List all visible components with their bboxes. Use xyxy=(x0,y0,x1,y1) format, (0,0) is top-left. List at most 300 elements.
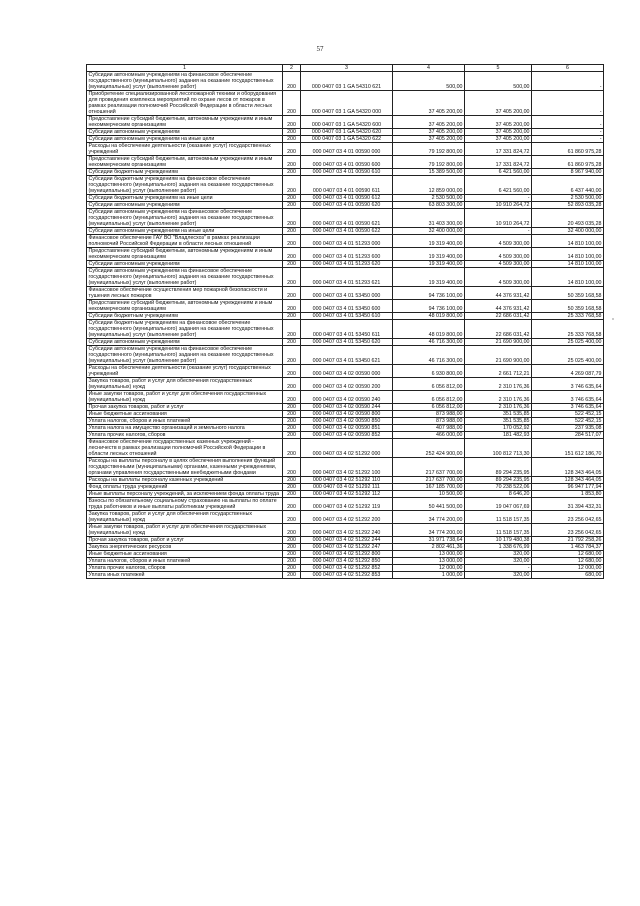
row-classification-cell: 000 0407 03 4 01 51293 000 xyxy=(301,235,393,248)
row-code-cell: 200 xyxy=(283,404,301,411)
table-row xyxy=(87,458,604,477)
row-executed-amount-cell: 170 052,92 xyxy=(465,425,532,432)
row-classification-cell: 000 0407 03 4 01 00590 611 xyxy=(301,176,393,195)
row-executed-amount-cell: 10 910 264,72 xyxy=(465,202,532,209)
row-name-cell: Субсидии автономным учреждениям на иные цели xyxy=(87,136,283,143)
row-classification-cell: 000 0407 03 4 02 51292 852 xyxy=(301,565,393,572)
table-row xyxy=(87,72,604,91)
table-row xyxy=(87,365,604,378)
column-header: 3 xyxy=(301,65,393,72)
row-name-cell: Уплата налогов, сборов и иных платежей xyxy=(87,558,283,565)
row-unexecuted-amount-cell: 25 025 400,00 xyxy=(532,339,604,346)
row-code-cell: 200 xyxy=(283,425,301,432)
table-row xyxy=(87,202,604,209)
row-executed-amount-cell: 4 509 300,00 xyxy=(465,235,532,248)
row-executed-amount-cell: 44 376 931,42 xyxy=(465,287,532,300)
row-classification-cell: 000 0407 03 4 01 00590 622 xyxy=(301,228,393,235)
table-row xyxy=(87,491,604,498)
row-unexecuted-amount-cell: 3 746 635,64 xyxy=(532,404,604,411)
row-unexecuted-amount-cell: 8 967 940,00 xyxy=(532,169,604,176)
row-classification-cell: 000 0407 03 1 GA 54320 620 xyxy=(301,129,393,136)
row-executed-amount-cell: 10 910 264,72 xyxy=(465,209,532,228)
row-approved-amount-cell: 37 405 200,00 xyxy=(393,116,465,129)
row-name-cell: Финансовое обеспечение осуществления мер пожарной безопасности и тушения лесных пожаров xyxy=(87,287,283,300)
table-row xyxy=(87,572,604,579)
row-code-cell: 200 xyxy=(283,346,301,365)
row-approved-amount-cell: 15 389 500,00 xyxy=(393,169,465,176)
row-code-cell: 200 xyxy=(283,228,301,235)
row-approved-amount-cell: 19 319 400,00 xyxy=(393,235,465,248)
row-classification-cell: 000 0407 03 4 02 51292 850 xyxy=(301,558,393,565)
row-classification-cell: 000 0407 03 4 02 51292 100 xyxy=(301,458,393,477)
row-name-cell: Субсидии автономным учреждениям на финансовое обеспечение государственного (муниципального) задания на оказание государственных (муниципальных) услуг (выполнение работ) xyxy=(87,268,283,287)
row-classification-cell: 000 0407 03 4 01 53450 611 xyxy=(301,320,393,339)
row-name-cell: Субсидии автономным учреждениям xyxy=(87,339,283,346)
table-row xyxy=(87,313,604,320)
row-code-cell: 200 xyxy=(283,418,301,425)
row-classification-cell: 000 0407 03 4 02 00590 850 xyxy=(301,418,393,425)
row-name-cell: Иные бюджетные ассигнования xyxy=(87,411,283,418)
row-unexecuted-amount-cell: 1 853,80 xyxy=(532,491,604,498)
row-unexecuted-amount-cell: 128 343 464,05 xyxy=(532,477,604,484)
row-classification-cell: 000 0407 03 4 01 51293 600 xyxy=(301,248,393,261)
column-header: 4 xyxy=(393,65,465,72)
row-classification-cell: 000 0407 03 4 02 51292 111 xyxy=(301,484,393,491)
row-approved-amount-cell: 34 774 200,00 xyxy=(393,524,465,537)
row-name-cell: Субсидии бюджетным учреждениям xyxy=(87,169,283,176)
row-classification-cell: 000 0407 03 4 02 00590 000 xyxy=(301,365,393,378)
row-classification-cell: 000 0407 03 4 02 00590 240 xyxy=(301,391,393,404)
row-executed-amount-cell: 1 338 676,99 xyxy=(465,544,532,551)
row-classification-cell: 000 0407 03 4 01 00590 000 xyxy=(301,143,393,156)
row-approved-amount-cell: 2 530 500,00 xyxy=(393,195,465,202)
row-approved-amount-cell: 252 424 900,00 xyxy=(393,439,465,458)
row-executed-amount-cell: 351 535,85 xyxy=(465,418,532,425)
row-classification-cell: 000 0407 03 4 02 51292 853 xyxy=(301,572,393,579)
table-row xyxy=(87,248,604,261)
column-header: 2 xyxy=(283,65,301,72)
row-approved-amount-cell: 13 000,00 xyxy=(393,551,465,558)
row-executed-amount-cell: 320,00 xyxy=(465,572,532,579)
table-row xyxy=(87,558,604,565)
row-executed-amount-cell: 8 646,20 xyxy=(465,491,532,498)
column-header: 1 xyxy=(87,65,283,72)
row-approved-amount-cell: 12 859 000,00 xyxy=(393,176,465,195)
row-classification-cell: 000 0407 03 4 01 51293 621 xyxy=(301,268,393,287)
row-unexecuted-amount-cell: - xyxy=(532,129,604,136)
row-code-cell: 200 xyxy=(283,558,301,565)
row-code-cell: 200 xyxy=(283,320,301,339)
row-code-cell: 200 xyxy=(283,91,301,116)
row-approved-amount-cell: 63 803 300,00 xyxy=(393,202,465,209)
row-code-cell: 200 xyxy=(283,248,301,261)
row-name-cell: Субсидии автономным учреждениям на финансовое обеспечение государственного (муниципального) задания на оказание государственных (муниципальных) услуг (выполнение работ) xyxy=(87,209,283,228)
row-unexecuted-amount-cell: - xyxy=(532,91,604,116)
row-classification-cell: 000 0407 03 1 GA 54320 600 xyxy=(301,116,393,129)
table-row xyxy=(87,439,604,458)
row-executed-amount-cell: 89 294 235,95 xyxy=(465,477,532,484)
row-executed-amount-cell: 100 812 713,30 xyxy=(465,439,532,458)
row-executed-amount-cell: 6 421 560,00 xyxy=(465,176,532,195)
row-code-cell: 200 xyxy=(283,268,301,287)
row-executed-amount-cell: 22 686 031,42 xyxy=(465,313,532,320)
row-unexecuted-amount-cell: 50 359 168,58 xyxy=(532,287,604,300)
row-code-cell: 200 xyxy=(283,209,301,228)
row-name-cell: Закупка товаров, работ и услуг для обеспечения государственных (муниципальных) нужд xyxy=(87,511,283,524)
row-code-cell: 200 xyxy=(283,458,301,477)
row-approved-amount-cell: 50 441 500,00 xyxy=(393,498,465,511)
budget-execution-table xyxy=(86,64,604,579)
table-row xyxy=(87,235,604,248)
row-unexecuted-amount-cell: 20 493 035,28 xyxy=(532,209,604,228)
row-approved-amount-cell: 407 988,00 xyxy=(393,425,465,432)
row-unexecuted-amount-cell: 3 746 635,64 xyxy=(532,378,604,391)
row-name-cell: Уплата налогов, сборов и иных платежей xyxy=(87,418,283,425)
row-unexecuted-amount-cell: 2 530 500,00 xyxy=(532,195,604,202)
row-code-cell: 200 xyxy=(283,176,301,195)
row-code-cell: 200 xyxy=(283,477,301,484)
table-row xyxy=(87,551,604,558)
table-row xyxy=(87,432,604,439)
row-approved-amount-cell: 79 192 800,00 xyxy=(393,156,465,169)
row-classification-cell: 000 0407 03 4 01 53450 000 xyxy=(301,287,393,300)
row-name-cell: Субсидии бюджетным учреждениям xyxy=(87,313,283,320)
row-classification-cell: 000 0407 03 1 GA 54320 000 xyxy=(301,91,393,116)
row-approved-amount-cell: 79 192 800,00 xyxy=(393,143,465,156)
row-executed-amount-cell: - xyxy=(465,565,532,572)
row-name-cell: Финансовое обеспечение государственных казенных учреждений - лесничеств в рамках реализации полномочий Российской Федерации в области лесных отношений xyxy=(87,439,283,458)
row-name-cell: Предоставление субсидий бюджетным, автономным учреждениям и иным некоммерческим организациям xyxy=(87,116,283,129)
table-row xyxy=(87,156,604,169)
row-code-cell: 200 xyxy=(283,484,301,491)
row-executed-amount-cell: 70 238 522,06 xyxy=(465,484,532,491)
row-executed-amount-cell: - xyxy=(465,195,532,202)
table-row xyxy=(87,477,604,484)
row-approved-amount-cell: 19 319 400,00 xyxy=(393,261,465,268)
table-row xyxy=(87,143,604,156)
row-unexecuted-amount-cell: 23 256 042,65 xyxy=(532,524,604,537)
row-name-cell: Расходы на выплаты персоналу казенных учреждений xyxy=(87,477,283,484)
row-approved-amount-cell: 31 971 738,64 xyxy=(393,537,465,544)
row-name-cell: Иные выплаты персоналу учреждений, за исключением фонда оплаты труда xyxy=(87,491,283,498)
row-code-cell: 200 xyxy=(283,129,301,136)
row-code-cell: 200 xyxy=(283,195,301,202)
row-executed-amount-cell: 22 686 031,42 xyxy=(465,320,532,339)
table-row xyxy=(87,320,604,339)
row-approved-amount-cell: 217 637 700,00 xyxy=(393,458,465,477)
row-approved-amount-cell: 6 056 812,00 xyxy=(393,378,465,391)
row-code-cell: 200 xyxy=(283,491,301,498)
row-approved-amount-cell: 31 403 300,00 xyxy=(393,209,465,228)
table-row xyxy=(87,228,604,235)
row-approved-amount-cell: 6 056 812,00 xyxy=(393,391,465,404)
row-unexecuted-amount-cell: 12 000,00 xyxy=(532,565,604,572)
table-row xyxy=(87,391,604,404)
row-code-cell: 200 xyxy=(283,72,301,91)
row-unexecuted-amount-cell: 23 256 042,65 xyxy=(532,511,604,524)
row-approved-amount-cell: 48 019 800,00 xyxy=(393,320,465,339)
row-name-cell: Уплата прочих налогов, сборов xyxy=(87,432,283,439)
table-row xyxy=(87,176,604,195)
row-name-cell: Субсидии автономным учреждениям на финансовое обеспечение государственного (муниципального) задания на оказание государственных (муниципальных) услуг (выполнение работ) xyxy=(87,72,283,91)
row-unexecuted-amount-cell: - xyxy=(532,136,604,143)
row-unexecuted-amount-cell: 522 452,15 xyxy=(532,411,604,418)
row-code-cell: 200 xyxy=(283,116,301,129)
row-executed-amount-cell: 181 482,93 xyxy=(465,432,532,439)
row-name-cell: Уплата налога на имущество организаций и земельного налога xyxy=(87,425,283,432)
row-executed-amount-cell: 4 509 300,00 xyxy=(465,248,532,261)
column-header: 5 xyxy=(465,65,532,72)
row-executed-amount-cell: 21 690 900,00 xyxy=(465,346,532,365)
row-executed-amount-cell: 21 690 900,00 xyxy=(465,339,532,346)
row-name-cell: Субсидии автономным учреждениям xyxy=(87,261,283,268)
table-row xyxy=(87,287,604,300)
row-classification-cell: 000 0407 03 4 01 00590 600 xyxy=(301,156,393,169)
row-code-cell: 200 xyxy=(283,143,301,156)
row-name-cell: Субсидии бюджетным учреждениям на финансовое обеспечение государственного (муниципального) задания на оказание государственных (муниципальных) услуг (выполнение работ) xyxy=(87,176,283,195)
row-classification-cell: 000 0407 03 4 02 51292 200 xyxy=(301,511,393,524)
row-approved-amount-cell: 46 716 300,00 xyxy=(393,346,465,365)
row-approved-amount-cell: 46 716 300,00 xyxy=(393,339,465,346)
row-executed-amount-cell: 11 518 157,35 xyxy=(465,524,532,537)
row-unexecuted-amount-cell: 50 359 168,58 xyxy=(532,300,604,313)
row-executed-amount-cell: 17 331 824,72 xyxy=(465,143,532,156)
row-approved-amount-cell: 37 405 200,00 xyxy=(393,136,465,143)
row-unexecuted-amount-cell: 3 746 635,64 xyxy=(532,391,604,404)
row-executed-amount-cell: 4 509 300,00 xyxy=(465,268,532,287)
row-executed-amount-cell: 37 405 200,00 xyxy=(465,136,532,143)
row-name-cell: Прочая закупка товаров, работ и услуг xyxy=(87,404,283,411)
row-approved-amount-cell: 37 405 200,00 xyxy=(393,129,465,136)
row-unexecuted-amount-cell: 32 400 000,00 xyxy=(532,228,604,235)
row-name-cell: Фонд оплаты труда учреждений xyxy=(87,484,283,491)
row-classification-cell: 000 0407 03 4 02 51292 247 xyxy=(301,544,393,551)
row-unexecuted-amount-cell: 128 343 464,05 xyxy=(532,458,604,477)
row-classification-cell: 000 0407 03 4 02 51292 119 xyxy=(301,498,393,511)
row-approved-amount-cell: 12 000,00 xyxy=(393,565,465,572)
row-name-cell: Расходы на обеспечение деятельности (оказание услуг) государственных учреждений xyxy=(87,365,283,378)
table-body xyxy=(87,72,604,579)
row-code-cell: 200 xyxy=(283,391,301,404)
row-code-cell: 200 xyxy=(283,572,301,579)
row-name-cell: Уплата иных платежей xyxy=(87,572,283,579)
table-row xyxy=(87,544,604,551)
row-classification-cell: 000 0407 03 4 01 53450 610 xyxy=(301,313,393,320)
table-row xyxy=(87,300,604,313)
row-classification-cell: 000 0407 03 4 02 51292 112 xyxy=(301,491,393,498)
table-row xyxy=(87,169,604,176)
row-code-cell: 200 xyxy=(283,156,301,169)
row-executed-amount-cell: 89 294 235,95 xyxy=(465,458,532,477)
row-classification-cell: 000 0407 03 4 01 00590 610 xyxy=(301,169,393,176)
table-row xyxy=(87,404,604,411)
row-approved-amount-cell: 94 736 100,00 xyxy=(393,287,465,300)
row-code-cell: 200 xyxy=(283,439,301,458)
row-code-cell: 200 xyxy=(283,136,301,143)
row-approved-amount-cell: 873 988,00 xyxy=(393,411,465,418)
row-code-cell: 200 xyxy=(283,544,301,551)
row-executed-amount-cell: 37 405 200,00 xyxy=(465,129,532,136)
table-row xyxy=(87,511,604,524)
row-unexecuted-amount-cell: 25 333 768,58 xyxy=(532,320,604,339)
row-code-cell: 200 xyxy=(283,169,301,176)
row-code-cell: 200 xyxy=(283,313,301,320)
row-approved-amount-cell: 19 319 400,00 xyxy=(393,268,465,287)
row-code-cell: 200 xyxy=(283,537,301,544)
row-executed-amount-cell: 6 421 560,00 xyxy=(465,169,532,176)
page-number: 57 xyxy=(316,45,324,53)
row-executed-amount-cell: 17 331 824,72 xyxy=(465,156,532,169)
row-code-cell: 200 xyxy=(283,339,301,346)
row-approved-amount-cell: 167 185 700,00 xyxy=(393,484,465,491)
row-name-cell: Иные закупки товаров, работ и услуг для обеспечения государственных (муниципальных) нужд xyxy=(87,391,283,404)
row-approved-amount-cell: 6 056 812,00 xyxy=(393,404,465,411)
row-unexecuted-amount-cell: 14 810 100,00 xyxy=(532,268,604,287)
row-executed-amount-cell: - xyxy=(465,228,532,235)
row-unexecuted-amount-cell: 680,00 xyxy=(532,572,604,579)
row-classification-cell: 000 0407 03 4 02 00590 852 xyxy=(301,432,393,439)
row-approved-amount-cell: 94 736 100,00 xyxy=(393,300,465,313)
row-name-cell: Субсидии автономным учреждениям xyxy=(87,129,283,136)
row-unexecuted-amount-cell: - xyxy=(532,116,604,129)
row-name-cell: Субсидии автономным учреждениям на финансовое обеспечение государственного (муниципального) задания на оказание государственных (муниципальных) услуг (выполнение работ) xyxy=(87,346,283,365)
row-code-cell: 200 xyxy=(283,565,301,572)
row-executed-amount-cell: 11 518 157,35 xyxy=(465,511,532,524)
table-row xyxy=(87,339,604,346)
scan-speck xyxy=(612,318,614,320)
row-unexecuted-amount-cell: 522 452,15 xyxy=(532,418,604,425)
table-row xyxy=(87,116,604,129)
row-code-cell: 200 xyxy=(283,378,301,391)
row-executed-amount-cell: 37 405 200,00 xyxy=(465,91,532,116)
row-classification-cell: 000 0407 03 4 02 51292 244 xyxy=(301,537,393,544)
row-approved-amount-cell: 37 405 200,00 xyxy=(393,91,465,116)
row-approved-amount-cell: 48 019 800,00 xyxy=(393,313,465,320)
row-code-cell: 200 xyxy=(283,261,301,268)
row-classification-cell: 000 0407 03 4 02 00590 244 xyxy=(301,404,393,411)
row-approved-amount-cell: 6 930 800,00 xyxy=(393,365,465,378)
row-unexecuted-amount-cell: 21 792 258,26 xyxy=(532,537,604,544)
row-unexecuted-amount-cell: 25 333 768,58 xyxy=(532,313,604,320)
row-approved-amount-cell: 873 988,00 xyxy=(393,418,465,425)
row-unexecuted-amount-cell: 4 269 087,79 xyxy=(532,365,604,378)
row-executed-amount-cell: 2 310 176,36 xyxy=(465,391,532,404)
row-executed-amount-cell: 2 661 712,21 xyxy=(465,365,532,378)
row-classification-cell: 000 0407 03 4 02 00590 800 xyxy=(301,411,393,418)
row-unexecuted-amount-cell: 25 025 400,00 xyxy=(532,346,604,365)
table-row xyxy=(87,484,604,491)
table-row xyxy=(87,498,604,511)
row-code-cell: 200 xyxy=(283,498,301,511)
row-classification-cell: 000 0407 03 4 02 51292 800 xyxy=(301,551,393,558)
row-classification-cell: 000 0407 03 4 01 53450 621 xyxy=(301,346,393,365)
row-name-cell: Предоставление субсидий бюджетным, автономным учреждениям и иным некоммерческим организациям xyxy=(87,300,283,313)
row-executed-amount-cell: 2 310 176,36 xyxy=(465,404,532,411)
row-classification-cell: 000 0407 03 4 02 51292 110 xyxy=(301,477,393,484)
row-executed-amount-cell: 37 405 200,00 xyxy=(465,116,532,129)
table-row xyxy=(87,209,604,228)
table-row xyxy=(87,378,604,391)
row-code-cell: 200 xyxy=(283,365,301,378)
row-approved-amount-cell: 1 000,00 xyxy=(393,572,465,579)
row-executed-amount-cell: 320,00 xyxy=(465,558,532,565)
row-name-cell: Предоставление субсидий бюджетным, автономным учреждениям и иным некоммерческим организациям xyxy=(87,248,283,261)
row-name-cell: Уплата прочих налогов, сборов xyxy=(87,565,283,572)
column-header: 6 xyxy=(532,65,604,72)
row-name-cell: Субсидии автономным учреждениям xyxy=(87,202,283,209)
row-approved-amount-cell: 13 000,00 xyxy=(393,558,465,565)
row-approved-amount-cell: 217 637 700,00 xyxy=(393,477,465,484)
row-classification-cell: 000 0407 03 4 01 00590 621 xyxy=(301,209,393,228)
row-classification-cell: 000 0407 03 1 GA 54320 622 xyxy=(301,136,393,143)
row-code-cell: 200 xyxy=(283,551,301,558)
table-row xyxy=(87,565,604,572)
row-approved-amount-cell: 32 400 000,00 xyxy=(393,228,465,235)
row-code-cell: 200 xyxy=(283,511,301,524)
row-name-cell: Иные закупки товаров, работ и услуг для обеспечения государственных (муниципальных) нужд xyxy=(87,524,283,537)
row-classification-cell: 000 0407 03 4 02 00590 851 xyxy=(301,425,393,432)
row-classification-cell: 000 0407 03 4 01 51293 620 xyxy=(301,261,393,268)
row-unexecuted-amount-cell: 52 893 035,28 xyxy=(532,202,604,209)
table-row xyxy=(87,195,604,202)
row-name-cell: Взносы по обязательному социальному страхованию на выплаты по оплате труда работников и иные выплаты работникам учреждений xyxy=(87,498,283,511)
row-name-cell: Субсидии автономным учреждениям на иные цели xyxy=(87,228,283,235)
table-row xyxy=(87,261,604,268)
table-row xyxy=(87,268,604,287)
row-approved-amount-cell: 2 802 461,36 xyxy=(393,544,465,551)
row-executed-amount-cell: 4 509 300,00 xyxy=(465,261,532,268)
row-classification-cell: 000 0407 03 4 02 51292 000 xyxy=(301,439,393,458)
row-name-cell: Приобретение специализированной лесопожарной техники и оборудования для проведения комплекса мероприятий по охране лесов от пожаров в рамках реализации полномочий Российской Федерации в области лесных отношений xyxy=(87,91,283,116)
row-executed-amount-cell: 44 376 931,42 xyxy=(465,300,532,313)
table-row xyxy=(87,418,604,425)
row-classification-cell: 000 0407 03 4 01 00590 612 xyxy=(301,195,393,202)
row-unexecuted-amount-cell: 12 680,00 xyxy=(532,558,604,565)
row-classification-cell: 000 0407 03 4 01 53450 600 xyxy=(301,300,393,313)
table-row xyxy=(87,425,604,432)
row-code-cell: 200 xyxy=(283,287,301,300)
table-row xyxy=(87,411,604,418)
row-code-cell: 200 xyxy=(283,524,301,537)
table-row xyxy=(87,346,604,365)
row-code-cell: 200 xyxy=(283,235,301,248)
row-unexecuted-amount-cell: 284 517,07 xyxy=(532,432,604,439)
row-approved-amount-cell: 19 319 400,00 xyxy=(393,248,465,261)
table-header-row xyxy=(87,65,604,72)
row-classification-cell: 000 0407 03 4 01 00590 620 xyxy=(301,202,393,209)
row-name-cell: Закупка товаров, работ и услуг для обеспечения государственных (муниципальных) нужд xyxy=(87,378,283,391)
row-classification-cell: 000 0407 03 1 GA 54310 621 xyxy=(301,72,393,91)
row-executed-amount-cell: 320,00 xyxy=(465,551,532,558)
table-row xyxy=(87,129,604,136)
row-name-cell: Иные бюджетные ассигнования xyxy=(87,551,283,558)
row-name-cell: Предоставление субсидий бюджетным, автономным учреждениям и иным некоммерческим организациям xyxy=(87,156,283,169)
row-unexecuted-amount-cell: 96 947 177,94 xyxy=(532,484,604,491)
row-unexecuted-amount-cell: 1 463 784,37 xyxy=(532,544,604,551)
row-name-cell: Закупка энергетических ресурсов xyxy=(87,544,283,551)
row-name-cell: Субсидии бюджетным учреждениям на финансовое обеспечение государственного (муниципального) задания на оказание государственных (муниципальных) услуг (выполнение работ) xyxy=(87,320,283,339)
row-unexecuted-amount-cell: 6 437 440,00 xyxy=(532,176,604,195)
row-code-cell: 200 xyxy=(283,202,301,209)
row-unexecuted-amount-cell: 14 810 100,00 xyxy=(532,261,604,268)
row-executed-amount-cell: 19 047 067,69 xyxy=(465,498,532,511)
row-executed-amount-cell: 500,00 xyxy=(465,72,532,91)
table-row xyxy=(87,524,604,537)
row-approved-amount-cell: 10 500,00 xyxy=(393,491,465,498)
row-name-cell: Прочая закупка товаров, работ и услуг xyxy=(87,537,283,544)
row-executed-amount-cell: 2 310 176,36 xyxy=(465,378,532,391)
row-approved-amount-cell: 500,00 xyxy=(393,72,465,91)
